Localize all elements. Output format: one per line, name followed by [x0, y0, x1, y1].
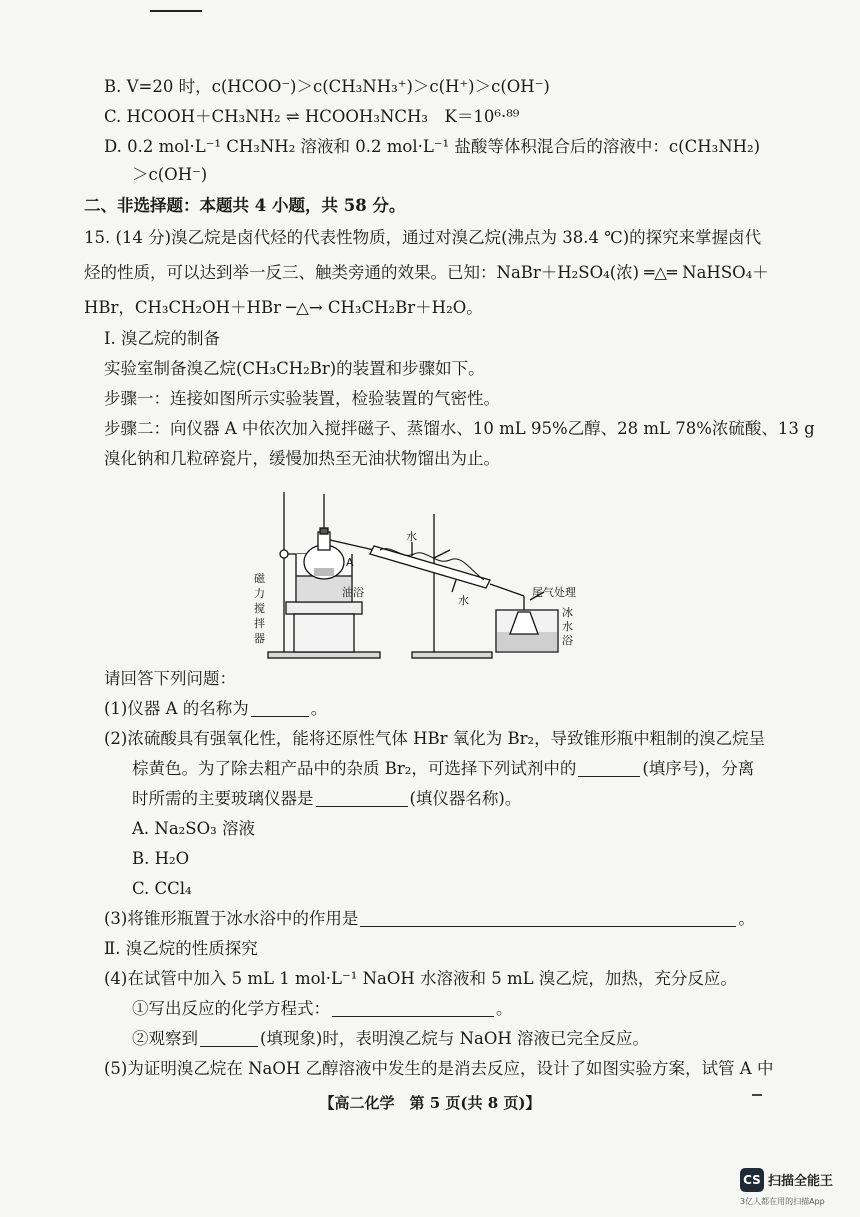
q4-phenomenon-blank[interactable]	[200, 1030, 258, 1047]
corner-mark	[752, 1094, 762, 1096]
svg-text:磁: 磁	[254, 572, 265, 585]
label-water-out: 水	[458, 594, 469, 607]
svg-text:器: 器	[254, 632, 265, 645]
q1-text: (1)仪器 A 的名称为	[104, 699, 249, 718]
q2-line2-text: 棕黄色。为了除去粗产品中的杂质 Br₂，可选择下列试剂中的	[132, 759, 577, 778]
q4-sub1	[132, 998, 513, 1020]
q3-answer-blank[interactable]	[360, 910, 736, 927]
step1: 步骤一：连接如图所示实验装置，检验装置的气密性。	[104, 389, 500, 408]
q2-option-b: B. H₂O	[132, 849, 190, 868]
distillation-apparatus-diagram	[254, 484, 592, 662]
q1-answer-blank[interactable]	[251, 700, 309, 717]
label-water-in: 水	[406, 530, 417, 543]
prep-intro: 实验室制备溴乙烷(CH₃CH₂Br)的装置和步骤如下。	[104, 359, 485, 378]
label-ice-bath	[562, 605, 573, 647]
label-a: A	[346, 556, 354, 569]
label-tail-gas: 尾气处理	[532, 586, 576, 599]
q15-intro-line3: HBr，CH₃CH₂OH＋HBr ─△→ CH₃CH₂Br＋H₂O。	[84, 298, 483, 317]
q1-line	[104, 698, 327, 720]
label-stirrer	[254, 571, 266, 645]
q5-line1: (5)为证明溴乙烷在 NaOH 乙醇溶液中发生的是消去反应，设计了如图实验方案，试管 A 中	[104, 1059, 774, 1078]
option-d-line2: ＞c(OH⁻)	[132, 165, 208, 184]
page-footer: 【高二化学 第 5 页(共 8 页)】	[319, 1094, 541, 1112]
scanner-app-name: 扫描全能王	[768, 1174, 834, 1189]
q4-sub2	[132, 1028, 649, 1050]
q2-line1: (2)浓硫酸具有强氧化性，能将还原性气体 HBr 氧化为 Br₂，导致锥形瓶中粗制的溴乙烷呈	[104, 729, 766, 748]
scanner-watermark	[740, 1166, 850, 1210]
q4-stem: (4)在试管中加入 5 mL 1 mol·L⁻¹ NaOH 水溶液和 5 mL 溴乙烷，加热，充分反应。	[104, 969, 737, 988]
scanner-logo-icon: CS	[740, 1168, 764, 1192]
option-d-line1: D. 0.2 mol·L⁻¹ CH₃NH₂ 溶液和 0.2 mol·L⁻¹ 盐酸等体积混合后的溶液中：c(CH₃NH₂)	[104, 137, 761, 156]
q2-option-a: A. Na₂SO₃ 溶液	[132, 819, 255, 838]
step2-line2: 溴化钠和几粒碎瓷片，缓慢加热至无油状物馏出为止。	[104, 449, 500, 468]
q15-intro-line1: 15. (14 分)溴乙烷是卤代烃的代表性物质，通过对溴乙烷(沸点为 38.4 ℃)的探究来掌握卤代	[84, 228, 762, 247]
q4-sub1-end: 。	[496, 999, 513, 1018]
q4-equation-blank[interactable]	[332, 1000, 494, 1017]
q15-intro-line2: 烃的性质，可以达到举一反三、触类旁通的效果。已知：NaBr＋H₂SO₄(浓) ═△═ NaHSO₄＋	[84, 263, 769, 282]
svg-text:水: 水	[562, 620, 573, 633]
svg-text:力: 力	[254, 587, 265, 600]
q3-line	[104, 908, 755, 930]
section-heading: 二、非选择题：本题共 4 小题，共 58 分。	[84, 196, 406, 215]
svg-text:冰: 冰	[562, 606, 573, 619]
svg-text:拌: 拌	[254, 617, 265, 630]
q2-line3-tail: (填仪器名称)。	[409, 789, 522, 808]
q2-line3	[132, 788, 521, 810]
svg-text:浴: 浴	[562, 634, 573, 647]
q3-text: (3)将锥形瓶置于冰水浴中的作用是	[104, 909, 359, 928]
q1-end: 。	[310, 699, 328, 718]
q2-instrument-blank[interactable]	[316, 790, 408, 807]
answer-prompt: 请回答下列问题：	[104, 669, 236, 688]
scanner-tagline: 3亿人都在用的扫描App	[740, 1197, 825, 1206]
q2-line3-text: 时所需的主要玻璃仪器是	[132, 789, 314, 808]
q2-line2	[132, 758, 754, 780]
q4-sub2-text: ②观察到	[132, 1029, 198, 1048]
q4-sub1-text: ①写出反应的化学方程式：	[132, 999, 330, 1018]
q4-sub2-tail: (填现象)时，表明溴乙烷与 NaOH 溶液已完全反应。	[260, 1029, 650, 1048]
q2-reagent-blank[interactable]	[578, 760, 640, 777]
option-b: B. V=20 时，c(HCOO⁻)＞c(CH₃NH₃⁺)＞c(H⁺)＞c(OH⁻)	[104, 77, 550, 96]
step2-line1: 步骤二：向仪器 A 中依次加入搅拌磁子、蒸馏水、10 mL 95%乙醇、28 mL 78%浓硫酸、13 g	[104, 419, 815, 438]
top-rule-mark	[150, 10, 202, 12]
q2-line2-tail: (填序号)，分离	[642, 759, 755, 778]
label-oil-bath: 油浴	[342, 586, 364, 599]
q2-option-c: C. CCl₄	[132, 879, 192, 898]
part1-heading: Ⅰ. 溴乙烷的制备	[104, 329, 221, 348]
option-c: C. HCOOH＋CH₃NH₂ ⇌ HCOOH₃NCH₃ K＝10⁶·⁸⁹	[104, 107, 520, 126]
svg-text:搅: 搅	[254, 602, 265, 615]
part2-heading: Ⅱ. 溴乙烷的性质探究	[104, 939, 258, 958]
q3-end: 。	[738, 909, 755, 928]
